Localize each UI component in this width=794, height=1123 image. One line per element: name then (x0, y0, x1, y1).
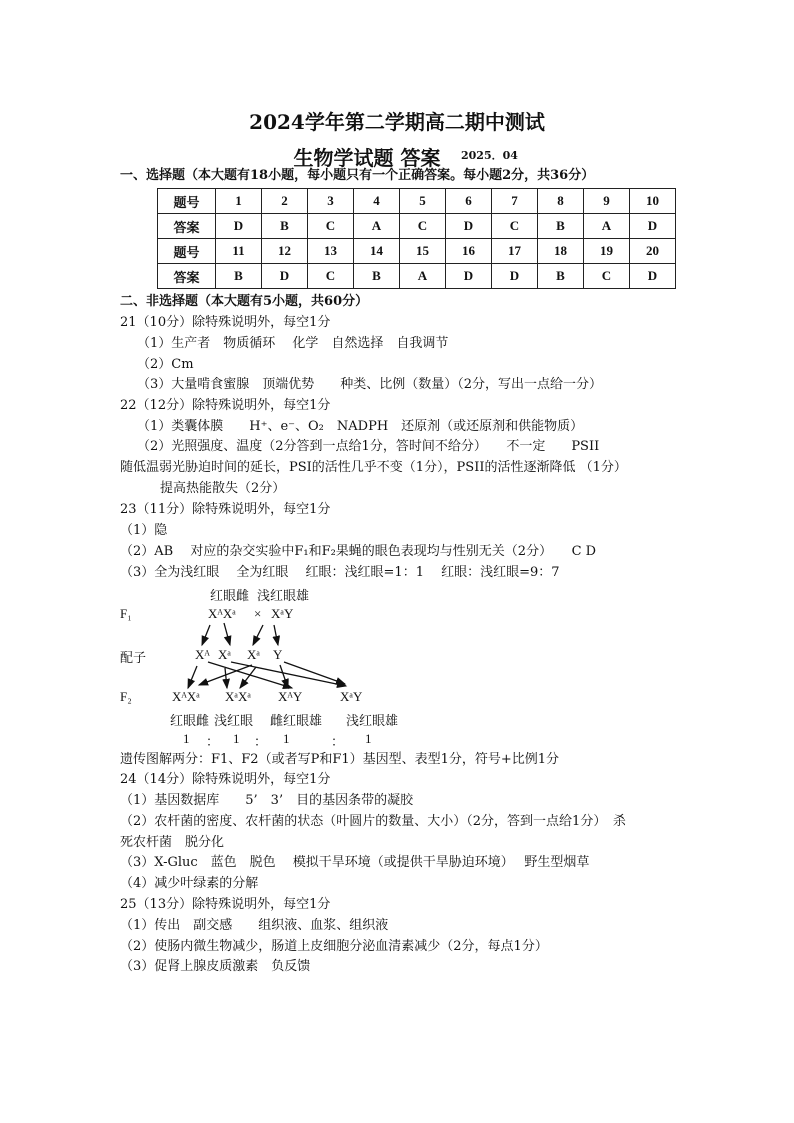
f1-male-genotype: XᵃY (271, 606, 294, 621)
table-cell: B (262, 214, 308, 239)
table-cell: C (308, 264, 354, 289)
table-cell: 8 (538, 189, 584, 214)
gamete: Xᵃ (218, 647, 231, 662)
ratio-value: 1 (183, 731, 190, 746)
arrow (284, 662, 345, 684)
gamete: Xᵃ (247, 647, 260, 662)
answer-line: 提高热能散失（2分） (160, 481, 286, 496)
table-cell: D (262, 264, 308, 289)
f2-genotype: XᵃY (340, 689, 363, 704)
ratio-value: 1 (233, 731, 240, 746)
table-cell: 6 (446, 189, 492, 214)
answer-line: （2）使肠内微生物减少，肠道上皮细胞分泌血清素减少（2分，每点1分） (120, 939, 548, 954)
f2-phenotype: 红眼雌 (170, 713, 210, 728)
f2-genotype: XᴬXᵃ (172, 689, 200, 704)
table-cell: A (354, 214, 400, 239)
row-label: 答案 (158, 264, 216, 289)
f2-phenotype: 浅红眼雄 (346, 713, 399, 728)
answer-line: 遗传图解两分：F1、F2（或者写P和F1）基因型、表型1分，符号+比例1分 (120, 752, 560, 767)
exam-date: 2025．04 (461, 149, 518, 162)
f2-phenotype: 浅红眼 (214, 713, 254, 728)
f2-label: F₂ (120, 689, 132, 704)
table-cell: C (584, 264, 630, 289)
answer-line: 25（13分）除特殊说明外，每空1分 (120, 897, 331, 912)
table-cell: D (446, 214, 492, 239)
answer-line: 22（12分）除特殊说明外，每空1分 (120, 398, 331, 413)
cross-symbol: × (254, 606, 262, 621)
table-cell: 10 (630, 189, 676, 214)
table-cell: C (308, 214, 354, 239)
table-cell: 15 (400, 239, 446, 264)
table-cell: 9 (584, 189, 630, 214)
answer-line: （2）AB 对应的杂交实验中F₁和F₂果蝇的眼色表现均与性别无关（2分） C D (120, 544, 597, 559)
table-cell: 13 (308, 239, 354, 264)
ratio-sep: ： (331, 734, 345, 749)
table-cell: 17 (492, 239, 538, 264)
table-cell: 20 (630, 239, 676, 264)
gamete: Y (273, 647, 283, 662)
table-cell: 14 (354, 239, 400, 264)
answer-line: （1）生产者 物质循环 化学 自然选择 自我调节 (137, 336, 449, 351)
answer-line: （1）基因数据库 5’ 3’ 目的基因条带的凝胶 (120, 793, 414, 808)
page-subtitle: 生物学试题 答案 (293, 146, 441, 170)
table-cell: D (630, 264, 676, 289)
answer-line: （1）传出 副交感 组织液、血浆、组织液 (120, 918, 389, 933)
f2-genotype: XᴬY (278, 689, 303, 704)
table-cell: 16 (446, 239, 492, 264)
row-label: 答案 (158, 214, 216, 239)
table-cell: A (400, 264, 446, 289)
table-cell: 18 (538, 239, 584, 264)
table-cell: D (446, 264, 492, 289)
table-cell: 5 (400, 189, 446, 214)
ratio-sep: ： (254, 734, 268, 749)
arrow (224, 623, 230, 645)
table-cell: 19 (584, 239, 630, 264)
arrow (225, 668, 227, 688)
table-cell: 4 (354, 189, 400, 214)
table-cell: C (492, 214, 538, 239)
f2-genotype: XᵃXᵃ (225, 689, 251, 704)
f2-phenotype: 雌红眼雄 (270, 713, 323, 728)
section2-heading: 二、非选择题（本大题有5小题，共60分） (120, 294, 369, 309)
table-cell: A (584, 214, 630, 239)
answer-line: （3）X-Gluc 蓝色 脱色 模拟干旱环境（或提供干旱胁迫环境） 野生型烟草 (120, 855, 590, 870)
arrow (253, 625, 263, 645)
answer-line: （2）光照强度、温度（2分答到一点给1分，答时间不给分） 不一定 PSII (137, 439, 600, 454)
ratio-value: 1 (283, 731, 290, 746)
arrow (202, 625, 210, 645)
table-cell: D (492, 264, 538, 289)
answer-line: （4）减少叶绿素的分解 (120, 876, 259, 891)
answer-line: （3）促肾上腺皮质激素 负反馈 (120, 959, 311, 974)
ratio-value: 1 (365, 731, 372, 746)
answer-line: 死农杆菌 脱分化 (120, 835, 225, 850)
section1-heading: 一、选择题（本大题有18小题，每小题只有一个正确答案。每小题2分，共36分） (120, 168, 595, 183)
answer-line: （2）农杆菌的密度、农杆菌的状态（叶圆片的数量、大小）（2分，答到一点给1分） 杀 (120, 814, 626, 829)
table-cell: 3 (308, 189, 354, 214)
table-cell: 11 (216, 239, 262, 264)
answer-line: （3）大量啃食蜜腺 顶端优势 种类、比例（数量）（2分，写出一点给一分） (137, 377, 603, 392)
table-cell: B (538, 264, 584, 289)
answer-line: 随低温弱光胁迫时间的延长，PSI的活性几乎不变（1分），PSII的活性逐渐降低 （1分） (120, 460, 627, 475)
f1-female-genotype: XᴬXᵃ (208, 606, 236, 621)
arrow (188, 666, 197, 688)
table-cell: 12 (262, 239, 308, 264)
gamete: Xᴬ (195, 647, 210, 662)
answer-line: （1）类囊体膜 H⁺、e⁻、O₂ NADPH 还原剂（或还原剂和供能物质） (137, 419, 584, 434)
table-cell: D (216, 214, 262, 239)
arrow (240, 667, 256, 688)
ratio-sep: ： (206, 734, 220, 749)
table-cell: 2 (262, 189, 308, 214)
table-cell: D (630, 214, 676, 239)
page-title: 2024学年第二学期高二期中测试 (249, 110, 545, 134)
table-cell: C (400, 214, 446, 239)
answer-line: （3）全为浅红眼 全为红眼 红眼：浅红眼=1：1 红眼：浅红眼=9：7 (120, 565, 560, 580)
row-label: 题号 (158, 189, 216, 214)
table-cell: B (216, 264, 262, 289)
parent-female-phenotype: 红眼雌 (210, 588, 250, 603)
answer-line: 21（10分）除特殊说明外，每空1分 (120, 315, 331, 330)
answer-line: （2）Cm (137, 357, 194, 372)
answer-line: 23（11分）除特殊说明外，每空1分 (120, 502, 331, 517)
gamete-label: 配子 (120, 650, 147, 665)
row-label: 题号 (158, 239, 216, 264)
parent-male-phenotype: 浅红眼雄 (257, 588, 310, 603)
arrow (274, 625, 278, 645)
f1-label: F₁ (120, 606, 132, 621)
answer-line: 24（14分）除特殊说明外，每空1分 (120, 772, 331, 787)
table-cell: B (538, 214, 584, 239)
table-cell: B (354, 264, 400, 289)
table-cell: 1 (216, 189, 262, 214)
answer-line: （1）隐 (120, 523, 168, 538)
table-cell: 7 (492, 189, 538, 214)
